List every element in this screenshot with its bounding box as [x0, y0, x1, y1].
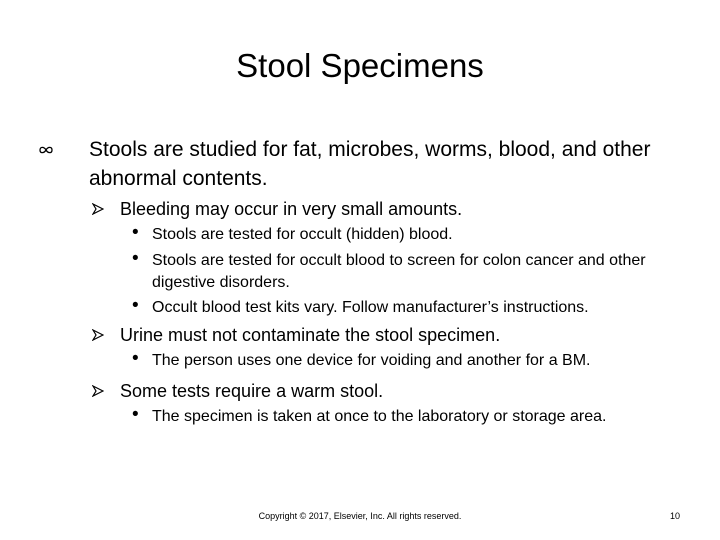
sub-point-text: Urine must not contaminate the stool specimen.: [120, 325, 501, 345]
arrowhead-bullet-icon: [92, 329, 104, 341]
detail-text: Occult blood test kits vary. Follow manufacturer’s instructions.: [152, 299, 589, 316]
detail-text: The specimen is taken at once to the laboratory or storage area.: [152, 408, 607, 425]
sub-point-text: Some tests require a warm stool.: [120, 381, 384, 401]
main-bullet-text: Stools are studied for fat, microbes, worms, blood, and other abnormal contents.: [89, 138, 651, 190]
bullet-dot-icon: •: [132, 248, 139, 269]
bullet-dot-icon: •: [132, 348, 139, 369]
sub-point-text: Bleeding may occur in very small amounts.: [120, 199, 463, 219]
bullet-dot-icon: •: [132, 404, 139, 425]
bullet-dot-icon: •: [132, 295, 139, 316]
arrowhead-bullet-icon: [92, 203, 104, 215]
arrowhead-bullet-icon: [92, 385, 104, 397]
detail-text: The person uses one device for voiding and another for a BM.: [152, 352, 591, 369]
copyright-footer: Copyright © 2017, Elsevier, Inc. All rights reserved.: [258, 511, 462, 521]
page-number: 10: [669, 511, 680, 521]
detail-text: Stools are tested for occult (hidden) blood.: [152, 226, 453, 243]
detail-text: Stools are tested for occult blood to screen for colon cancer and other digestive disorders.: [152, 252, 646, 291]
bullet-dot-icon: •: [132, 222, 139, 243]
infinity-bullet-icon: [38, 142, 54, 158]
slide-title: Stool Specimens: [236, 47, 484, 84]
